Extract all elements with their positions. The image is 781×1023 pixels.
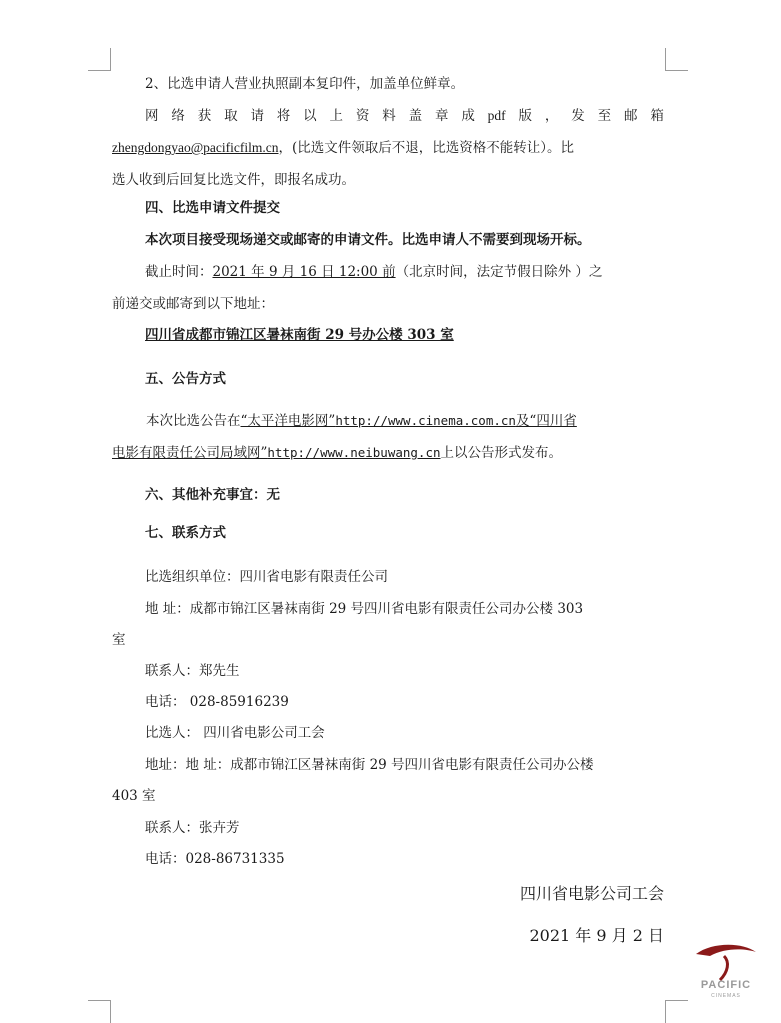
justified-char: 以 [303,108,317,124]
section-heading-6: 六、其他补充事宜：无 [145,487,280,503]
justified-char: 上 [329,108,344,124]
justified-char: 将 [276,108,291,124]
page-corner-mark [665,1000,688,1023]
page-corner-mark [665,48,688,71]
site-name-cinema: “太平洋电影网” [240,413,336,429]
justified-char: 发 [571,108,585,124]
announcement-text-2: 及“四川省 [515,413,577,429]
bidder-line: 比选人： 四川省电影公司工会 [145,725,325,741]
bidder-address: 地址：地 址：成都市锦江区暑袜南街 29 号四川省电影有限责任公司办公楼 [145,757,594,773]
justified-char: 箱 [650,108,664,124]
section-heading-4: 四、比选申请文件提交 [145,200,280,216]
justified-char: 至 [597,108,612,124]
paragraph-announcement-cont [112,443,664,463]
deadline-time: 2021 年 9 月 16 日 12:00 前 [212,264,396,280]
paragraph-deadline-cont: 前递交或邮寄到以下地址： [112,296,274,312]
justified-char: 邮 [623,108,638,124]
email-link[interactable]: zhengdongyao@pacificfilm.cn [112,140,279,155]
organizer-contact: 联系人：郑先生 [145,663,240,679]
signature-date: 2021 年 9 月 2 日 [529,926,664,945]
deadline-label: 截止时间： [145,264,213,280]
logo-text: PACIFIC [700,979,752,991]
justified-char: ， [544,108,559,124]
submission-address: 四川省成都市锦江区暑袜南街 29 号办公楼 303 室 [145,327,454,343]
site-name-intranet: 电影有限责任公司局域网” [112,445,268,461]
justified-char: 盖 [408,108,423,124]
deadline-note: （北京时间，法定节假日除外 ）之 [395,264,603,280]
bidder-address-cont: 403 室 [112,788,156,804]
justified-char: 资 [355,108,370,124]
section-heading-7: 七、联系方式 [145,525,226,541]
justified-char: 请 [250,108,264,124]
justified-char: 取 [224,108,238,124]
intranet-url-link[interactable]: http://www.neibuwang.cn [267,445,441,460]
page-corner-mark [88,48,111,71]
section-heading-5: 五、公告方式 [145,371,226,387]
justified-char: 版 [518,108,533,124]
signature-org: 四川省电影公司工会 [519,884,664,903]
organizer-address: 地 址：成都市锦江区暑袜南街 29 号四川省电影有限责任公司办公楼 303 [145,601,584,617]
announcement-end: 上以公告形式发布。 [440,445,562,461]
paragraph-announcement [146,411,698,431]
paragraph-deadline [145,262,664,282]
paragraph-submission-method: 本次项目接受现场递交或邮寄的申请文件。比选申请人不需要到现场开标。 [145,232,591,248]
justified-char: 料 [382,108,396,124]
logo-subtext: CINEMAS [711,993,741,999]
justified-char: 获 [197,108,212,124]
organizer-address-cont: 室 [112,632,126,648]
paragraph-email-line [112,138,664,158]
announcement-text: 本次比选公告在 [146,413,241,429]
paragraph-registration: 选人收到后回复比选文件，即报名成功。 [112,172,355,188]
paragraph-requirement-2: 2、比选申请人营业执照副本复印件，加盖单位鲜章。 [145,76,465,92]
organizer-phone: 电话： 028-85916239 [145,694,289,710]
pacific-cinemas-logo [690,940,762,1000]
justified-char: pdf [487,108,506,123]
justified-char: 络 [171,108,185,124]
logo-stroke [720,956,727,980]
paragraph-online-submission [145,106,664,126]
justified-char: 成 [461,108,475,124]
email-note: ，(比选文件领取后不退，比选资格不能转让）。比 [278,140,575,156]
cinema-url-link[interactable]: http://www.cinema.com.cn [335,413,516,428]
justified-char: 网 [145,108,159,124]
organizer-line: 比选组织单位：四川省电影有限责任公司 [145,569,388,585]
bidder-phone: 电话：028-86731335 [145,851,285,867]
bidder-contact: 联系人：张卉芳 [145,820,240,836]
page-corner-mark [88,1000,111,1023]
logo-swoosh [696,945,756,956]
justified-char: 章 [434,108,449,124]
